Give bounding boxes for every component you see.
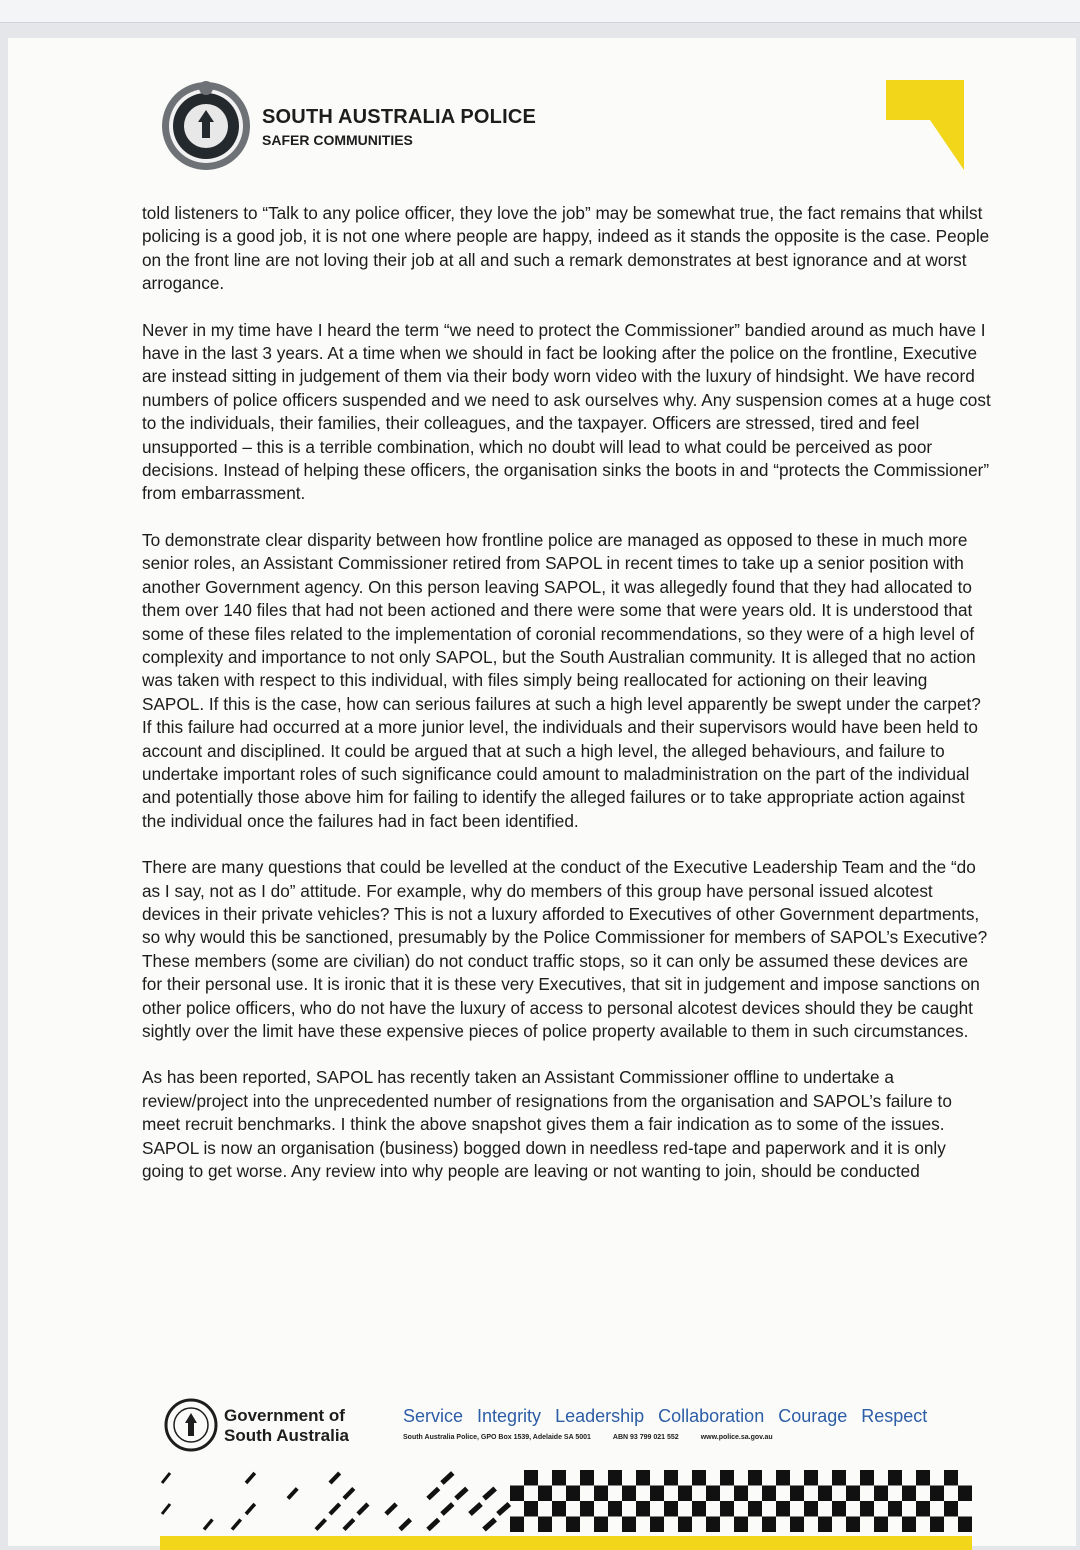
paragraph-3: To demonstrate clear disparity between how frontline police are managed as opposed to these in much more senior roles, an Assistant Commissioner retired from SAPOL in recent times to take up a senior position with another Government agency. On this person leaving SAPOL, it was allegedly found that they had allocated to them over 140 files that had not been actioned and there were some that were years old. It is understood that some of these files related to the implementation of coronial recommendations, so they were of a high level of complexity and importance to not only SAPOL, but the South Australian community. It is alleged that no action was taken with respect to this individual, with files simply being reallocated for actioning on their leaving SAPOL. If this is the case, how can serious failures at such a high level apparently be swept under the carpet? If this failure had occurred at a more junior level, the individuals and their supervisors would have been held to account and disciplined. It could be argued that at such a high level, the alleged behaviours, and failure to undertake important roles of such significance could amount to maladministration on the part of the individual and potentially those above him for failing to identify the alleged failures or to take appropriate action against the individual once the failures had in fact been identified. — [142, 529, 981, 831]
value-courage: Courage — [778, 1406, 848, 1426]
postal-address: South Australia Police, GPO Box 1539, Adelaide SA 5001 — [403, 1434, 591, 1441]
letterhead — [8, 38, 1076, 188]
letter-page — [8, 38, 1076, 1546]
footer-contact — [403, 1434, 773, 1441]
government-line-1: Government of — [224, 1406, 345, 1425]
abn-number: ABN 93 799 021 552 — [612, 1434, 679, 1441]
paragraph-2: Never in my time have I heard the term “we need to protect the Commissioner” bandied around as much have I have in the last 3 years. At a time when we should in fact be looking after the police on the frontline, Executive are instead sitting in judgement of them via their body worn video with the luxury of hindsight. We have record numbers of police officers suspended and we need to ask ourselves why. Any suspension comes at a huge cost to the individuals, their families, their colleagues, and the taxpayer. Officers are stressed, tired and feel unsupported – this is a terrible combination, which no doubt will lead to what could be perceived as poor decisions. Instead of helping these officers, the organisation sinks the boots in and “protects the Commissioner” from embarrassment. — [142, 319, 991, 504]
value-integrity: Integrity — [477, 1406, 542, 1426]
letter-footer — [8, 1390, 1076, 1550]
value-service: Service — [403, 1406, 464, 1426]
values-list — [403, 1406, 927, 1427]
paragraph-1: told listeners to “Talk to any police officer, they love the job” may be somewhat true, the fact remains that whilst policing is a good job, it is not one where people are happy, indeed as it stands the opposite is the case. People on the front line are not loving their job at all and such a remark demonstrates at best ignorance and at worst arrogance. — [142, 203, 990, 294]
sapol-crest-icon — [160, 80, 252, 172]
website-link: www.police.sa.gov.au — [700, 1434, 773, 1441]
checkerboard-band — [160, 1470, 972, 1532]
government-crest-icon — [164, 1398, 218, 1452]
org-name: SOUTH AUSTRALIA POLICE — [262, 106, 537, 128]
government-line-2: South Australia — [224, 1426, 349, 1445]
paragraph-4: There are many questions that could be levelled at the conduct of the Executive Leadership Team and the “do as I say, not as I do” attitude. For example, why do members of this group have personal issued alcotest devices in their private vehicles? This is not a luxury afforded to Executives of other Government departments, so why would this be sanctioned, presumably by the Police Commissioner for members of SAPOL’s Executive? These members (some are civilian) do not conduct traffic stops, so it can only be assumed these devices are for their personal use. It is ironic that it is these very Executives, that sit in judgement and impose sanctions on other police officers, who do not have the luxury of access to personal alcotest devices should they be caught sightly over the limit have these expensive pieces of police property available to them in such circumstances. — [142, 857, 988, 1041]
government-name — [224, 1406, 349, 1446]
value-leadership: Leadership — [555, 1406, 645, 1426]
yellow-corner-icon — [886, 78, 966, 170]
value-respect: Respect — [861, 1406, 928, 1426]
paragraph-5: As has been reported, SAPOL has recently taken an Assistant Commissioner offline to undertake a review/project into the unprecedented number of resignations from the organisation and SAPOL’s failure to meet recruit benchmarks. I think the above snapshot gives them a fair indication as to some of the issues. SAPOL is now an organisation (business) bogged down in needless red-tape and paperwork and it is only going to get worse. Any review into why people are leaving or not wanting to join, should be conducted — [142, 1067, 952, 1182]
letter-body — [142, 202, 992, 1206]
yellow-strip — [160, 1536, 972, 1550]
org-tagline: SAFER COMMUNITIES — [262, 132, 413, 148]
viewer-top-bar — [0, 0, 1080, 23]
value-collaboration: Collaboration — [658, 1406, 765, 1426]
